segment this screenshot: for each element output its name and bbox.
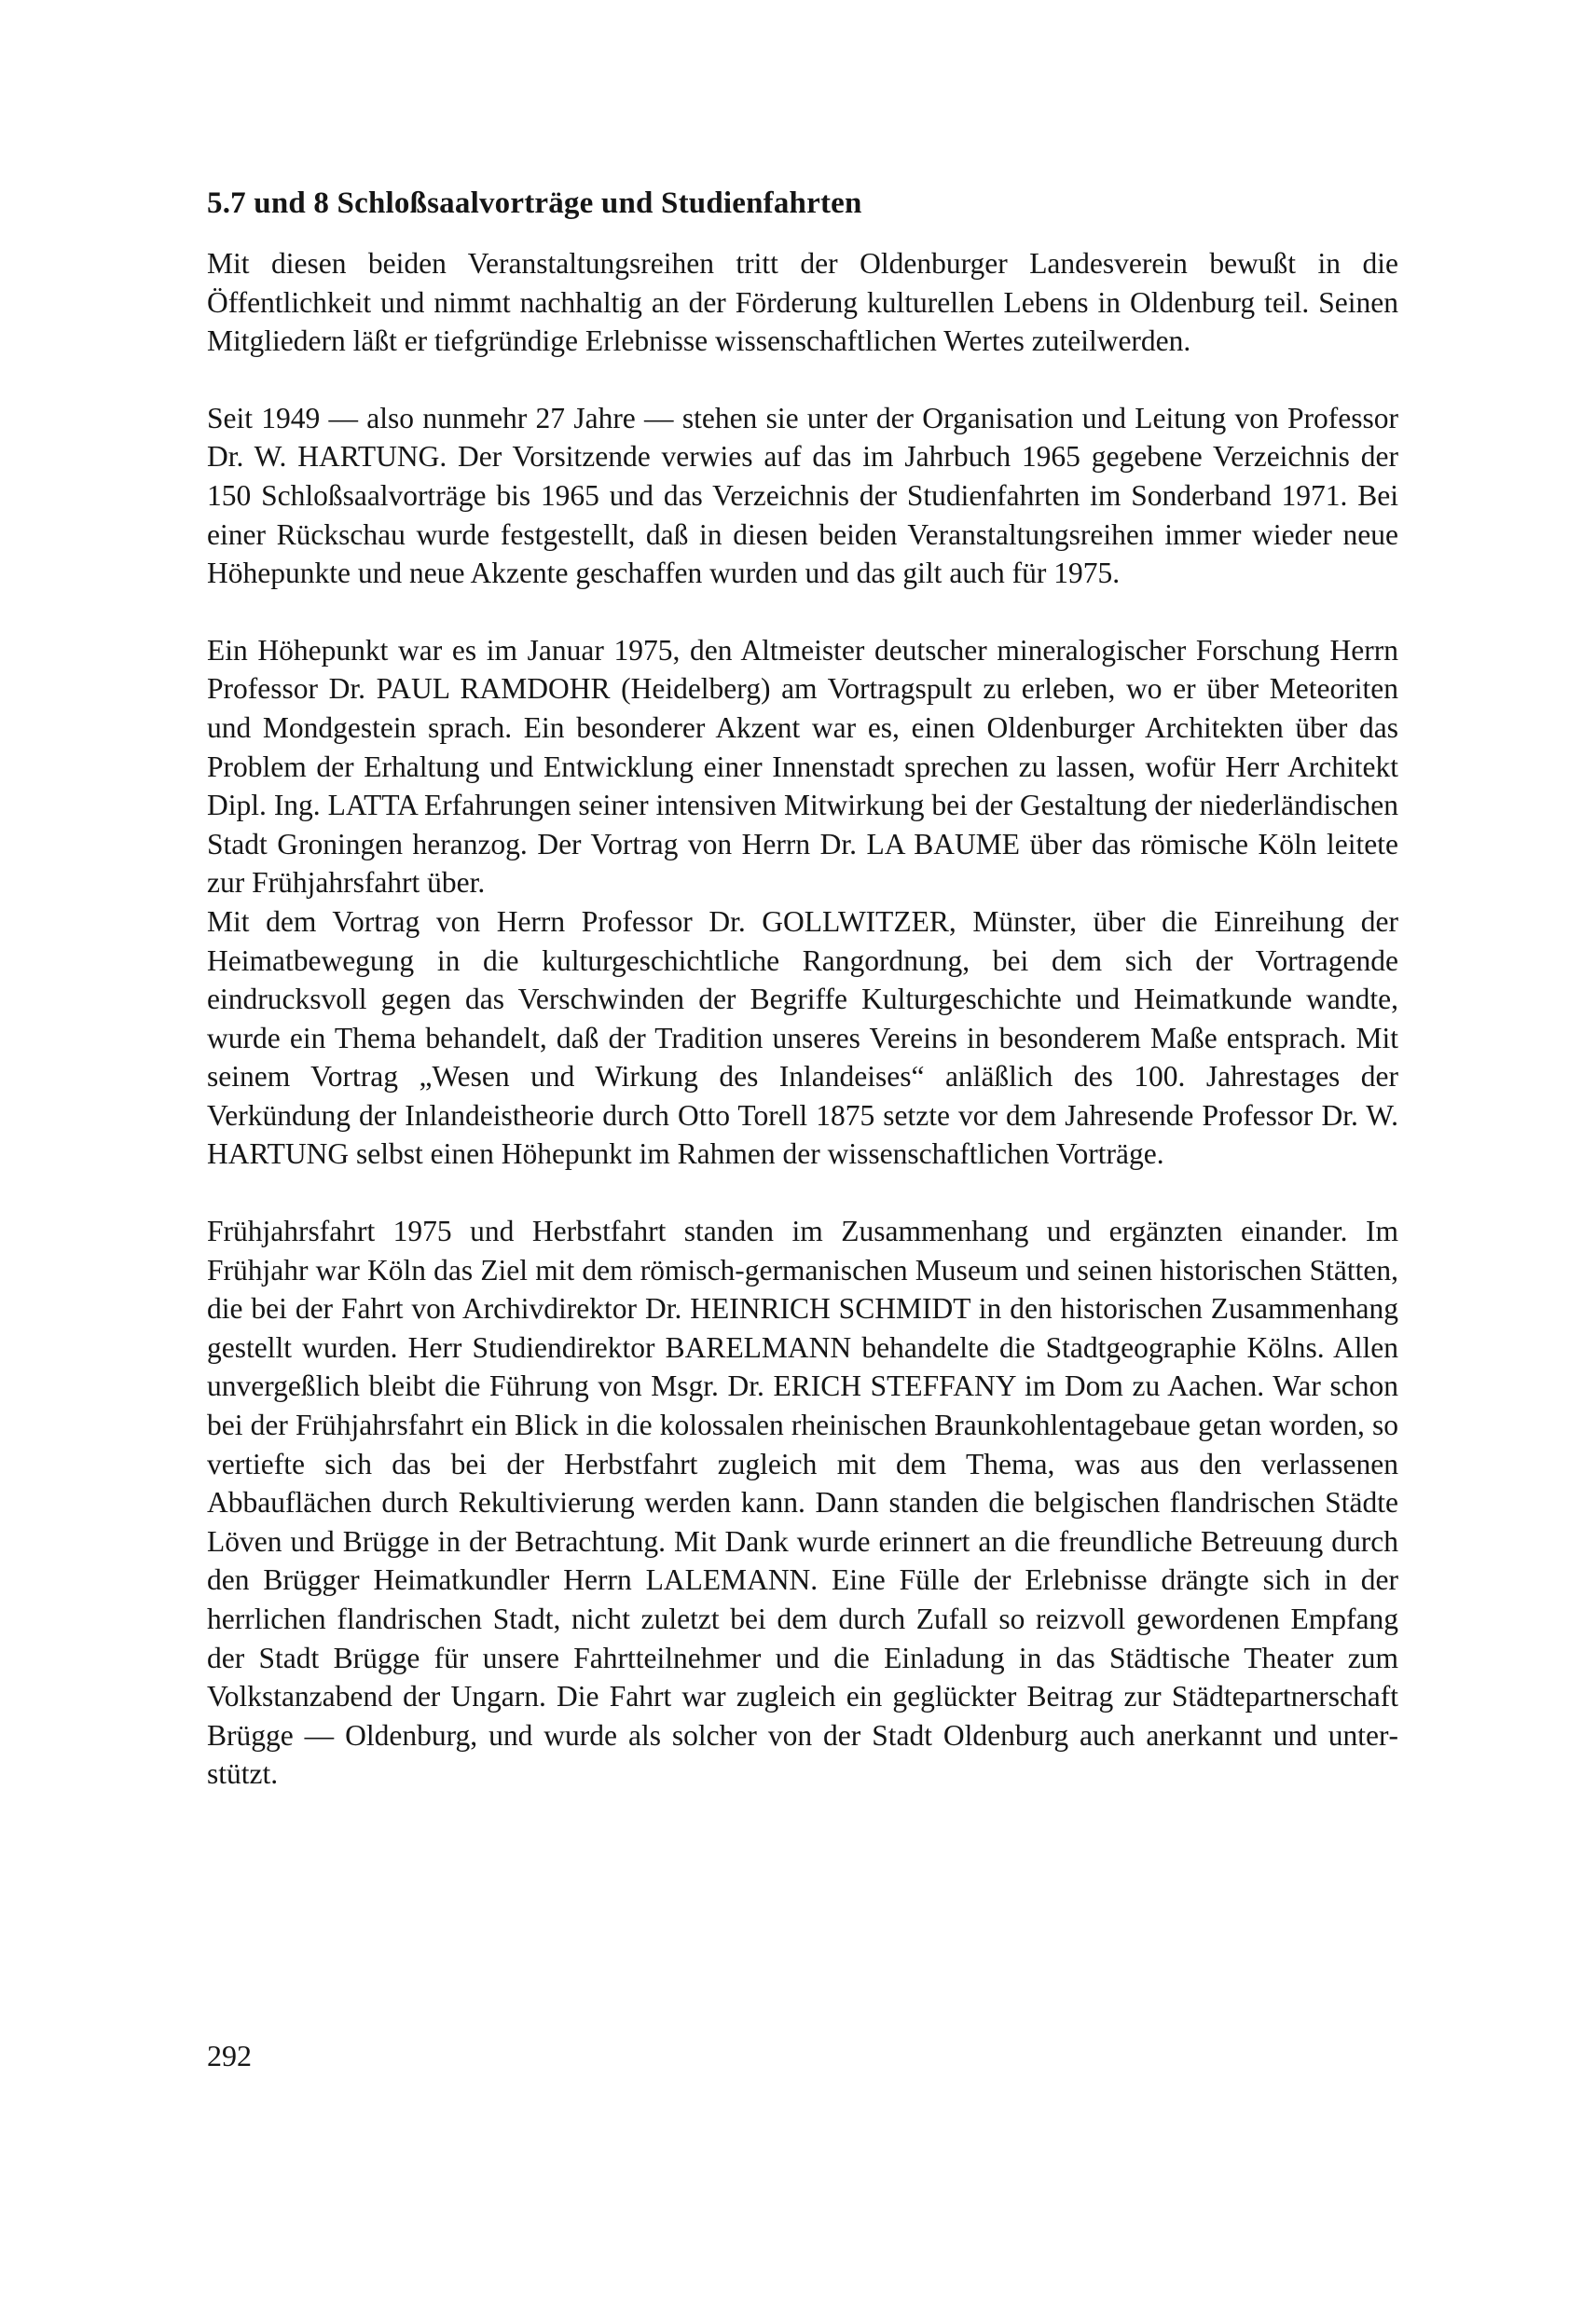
paragraph-lectures-continued: Mit dem Vortrag von Herrn Professor Dr. GOLLWITZER, Münster, über die Einreihung der Heimatbewegung in die kulturgeschichtliche Rangordnung, bei dem sich der Vortragende eindrucksvoll gegen das Verschwinden der Begriffe Kulturgeschichte und Heimatkunde wandte, wurde ein Thema behandelt, daß der Tradition unseres Vereins in besonderem Maße entsprach. Mit seinem Vortrag „Wesen und Wirkung des Inlandeises“ anläßlich des 100. Jahrestages der Verkündung der Inlandeistheorie durch Otto Torell 1875 setzte vor dem Jahresende Professor Dr. W. HARTUNG selbst einen Höhepunkt im Rahmen der wissenschaftlichen Vorträge.: [207, 904, 1398, 1171]
page-body: [207, 183, 1398, 1794]
section-heading: 5.7 und 8 Schloßsaalvorträge und Studienfahrten: [207, 186, 862, 220]
paragraph-lectures: Ein Höhepunkt war es im Januar 1975, den Altmeister deutscher mineralogischer Forschung Herrn Professor Dr. PAUL RAMDOHR (Heidelberg) am Vortragspult zu erleben, wo er über Meteoriten und Mondgestein sprach. Ein besonderer Akzent war es, einen Oldenburger Architekten über das Problem der Erhaltung und Entwicklung einer Innenstadt sprechen zu lassen, wofür Herr Architekt Dipl. Ing. LATTA Erfahrungen seiner intensiven Mitwirkung bei der Gestaltung der niederländischen Stadt Groningen heranzog. Der Vortrag von Herrn Dr. LA BAUME über das römische Köln leitete zur Frühjahrsfahrt über.: [207, 633, 1398, 900]
page-number: 292: [207, 2039, 252, 2072]
paragraph-study-trips: Frühjahrsfahrt 1975 und Herbstfahrt standen im Zusammenhang und ergänzten einander. Im Frühjahr war Köln das Ziel mit dem römisch-germanischen Museum und seinen historischen Stätten, die bei der Fahrt von Archivdirektor Dr. HEINRICH SCHMIDT in den historischen Zusammenhang gestellt wurden. Herr Studiendirektor BARELMANN behandelte die Stadtgeographie Kölns. Allen unvergeßlich bleibt die Führung von Msgr. Dr. ERICH STEFFANY im Dom zu Aachen. War schon bei der Frühjahrsfahrt ein Blick in die kolossalen rheinischen Braunkohlentagebaue getan worden, so vertiefte sich das bei der Herbstfahrt zugleich mit dem Thema, was aus den verlassenen Abbauflächen durch Rekultivierung werden kann. Dann standen die belgischen flandrischen Städte Löven und Brügge in der Betrachtung. Mit Dank wurde erinnert an die freundliche Betreuung durch den Brügger Heimatkundler Herrn LALEMANN. Eine Fülle der Erlebnisse drängte sich in der herrlichen flandrischen Stadt, nicht zuletzt bei dem durch Zufall so reizvoll gewordenen Empfang der Stadt Brügge für unsere Fahrtteilnehmer und die Einladung in das Städtische Theater zum Volkstanzabend der Ungarn. Die Fahrt war zugleich ein geglückter Beitrag zur Städtepartnerschaft Brügge — Oldenburg, und wurde als solcher von der Stadt Oldenburg auch anerkannt und unterstützt.: [207, 1215, 1398, 1791]
paragraph-intro: Mit diesen beiden Veranstaltungsreihen tritt der Oldenburger Landesverein bewußt in die Öffentlichkeit und nimmt nachhaltig an der Förderung kulturellen Lebens in Oldenburg teil. Seinen Mitgliedern läßt er tiefgründige Erlebnisse wissenschaftlichen Wertes zuteilwerden.: [207, 247, 1398, 358]
paragraph-organisation: Seit 1949 — also nunmehr 27 Jahre — stehen sie unter der Organisation und Leitung von Professor Dr. W. HARTUNG. Der Vorsitzende verwies auf das im Jahrbuch 1965 gegebene Verzeichnis der 150 Schloßsaalvorträge bis 1965 und das Verzeichnis der Studienfahrten im Sonderband 1971. Bei einer Rückschau wurde festgestellt, daß in diesen beiden Veranstaltungsreihen immer wieder neue Höhepunkte und neue Akzente geschaffen wurden und das gilt auch für 1975.: [207, 401, 1398, 590]
